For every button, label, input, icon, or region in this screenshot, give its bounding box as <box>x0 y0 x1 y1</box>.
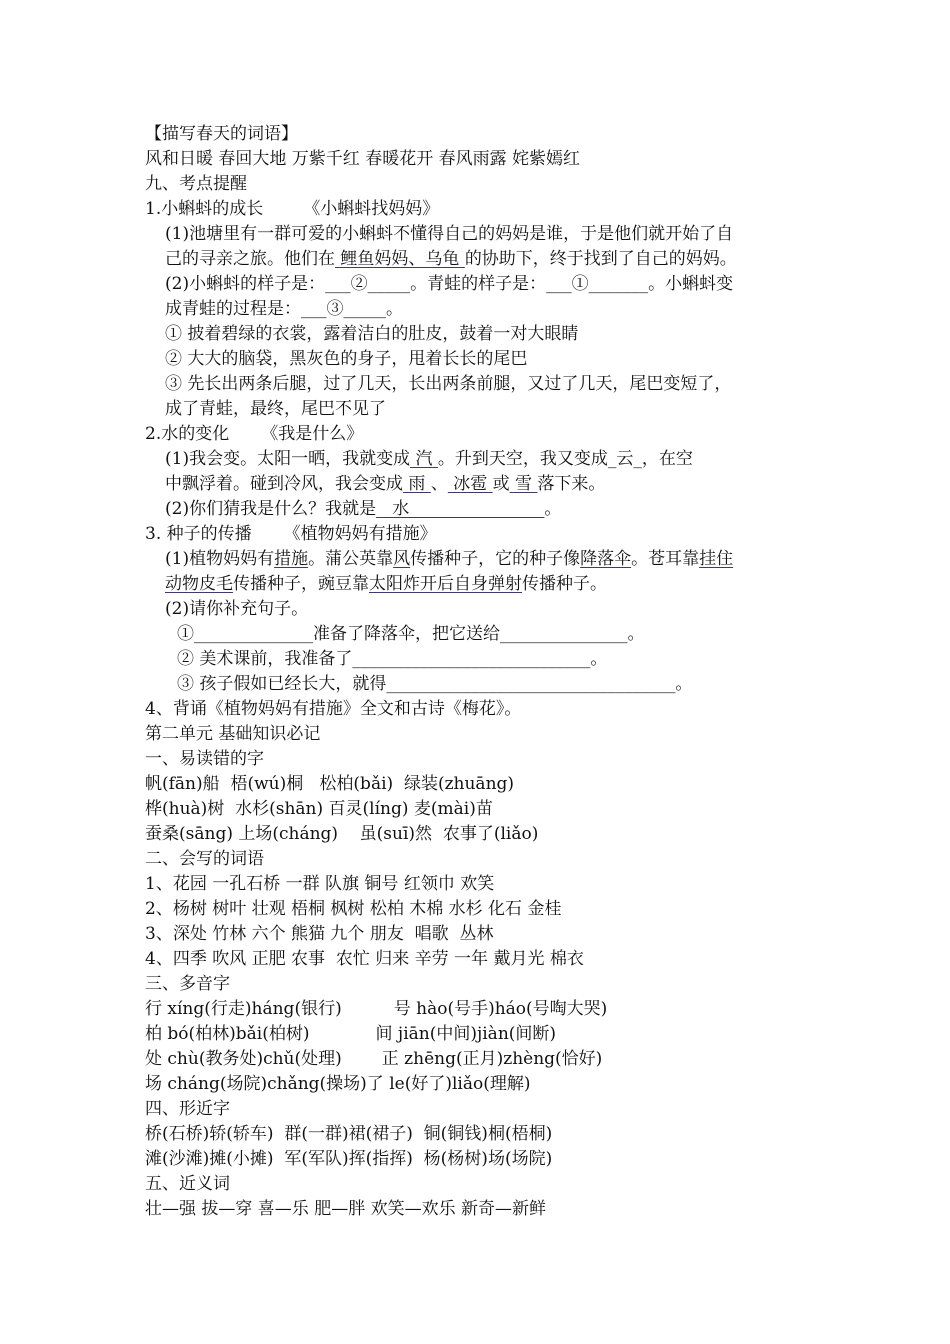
option-1: ① 披着碧绿的衣裳，露着洁白的肚皮，鼓着一对大眼睛 <box>165 324 579 344</box>
text: 传播种子，它的种子像 <box>410 549 581 569</box>
answer-fill: 汽 <box>410 449 438 469</box>
text: 号 hào(号手)háo(号啕大哭) <box>393 999 608 1019</box>
text: 、 <box>430 474 448 494</box>
answer-fill: 雨 <box>403 474 431 494</box>
unit-2-s2-line1: 1、花园 一孔石桥 一群 队旗 铜号 红领巾 欢笑 <box>145 874 495 894</box>
blank-fill: ______________ <box>194 624 313 644</box>
answer-fill: 鲤鱼妈妈、乌龟 <box>335 249 465 269</box>
text: 。苍耳靠 <box>631 549 700 569</box>
topic-2-p2 <box>165 497 561 521</box>
text: 准备了降落伞，把它送给 <box>313 624 500 644</box>
topic-3-p2: (2)请你补充句子。 <box>165 599 309 619</box>
section-9-heading: 九、考点提醒 <box>145 174 247 194</box>
topic-2-p1-line2 <box>165 472 605 496</box>
topic-1-title: 1.小蝌蚪的成长 <box>145 199 264 219</box>
spring-words-heading: 【描写春天的词语】 <box>145 124 298 144</box>
sentence-1 <box>177 622 645 646</box>
text: 。升到天空，我又变成 <box>437 449 608 469</box>
answer-fill: 降落伞 <box>580 549 632 569</box>
text: (2)你们猜我是什么？我就是 <box>165 499 377 519</box>
answer-fill: 措施 <box>274 549 309 569</box>
blank-fill: ___③_____ <box>301 299 386 319</box>
text: 。青蛙的样子是： <box>410 274 547 294</box>
blank-fill: ___①_______ <box>546 274 649 294</box>
blank-fill: __________________________________ <box>386 674 676 694</box>
unit-2-s3-line2 <box>145 1022 556 1046</box>
option-3-line2: 成了青蛙，最终，尾巴不见了 <box>165 399 386 419</box>
text: 柏 bó(柏林)bǎi(柏树) <box>145 1024 310 1044</box>
text: 成青蛙的过程是： <box>165 299 301 319</box>
answer-fill: _云_ <box>607 449 642 469</box>
answer-fill: 挂住 <box>699 549 734 569</box>
answer-fill: 动物皮毛 <box>165 574 233 594</box>
text: 处 chù(教务处)chǔ(处理) <box>145 1049 342 1069</box>
text: 中飘浮着。碰到冷风，我会变成 <box>165 474 403 494</box>
unit-2-s1-heading: 一、易读错的字 <box>145 749 264 769</box>
answer-fill: 雪 <box>509 474 538 494</box>
unit-2-s4-line1: 桥(石桥)轿(轿车) 群(一群)裙(裙子) 铜(铜钱)桐(梧桐) <box>145 1124 553 1144</box>
answer-fill: 冰雹 <box>447 474 493 494</box>
text: 。小蝌蚪变 <box>648 274 734 294</box>
blank-fill: _______________ <box>500 624 628 644</box>
sentence-3 <box>177 672 692 696</box>
option-2: ② 大大的脑袋，黑灰色的身子，甩着长长的尾巴 <box>165 349 528 369</box>
text: 传播种子。 <box>522 574 607 594</box>
topic-1-p1-line2 <box>165 247 737 271</box>
unit-2-s2-line4: 4、四季 吹风 正肥 农事 农忙 归来 辛劳 一年 戴月光 棉衣 <box>145 949 584 969</box>
topic-1-lesson: 《小蝌蚪找妈妈》 <box>303 199 440 219</box>
text: 的协助下，终于找到了自己的妈妈。 <box>464 249 737 269</box>
unit-2-s2-heading: 二、会写的词语 <box>145 849 264 869</box>
text: (2)小蝌蚪的样子是： <box>165 274 326 294</box>
text: 或 <box>492 474 510 494</box>
text: ③ 孩子假如已经长大，就得 <box>177 674 387 694</box>
blank-fill: ___②_____ <box>325 274 411 294</box>
text: 。 <box>675 674 693 694</box>
unit-2-s4-line2: 滩(沙滩)摊(小摊) 军(军队)挥(指挥) 杨(杨树)场(场院) <box>145 1149 553 1169</box>
text: (1)我会变。太阳一晒，我就变成 <box>165 449 411 469</box>
unit-2-s2-line3: 3、深处 竹林 六个 熊猫 九个 朋友 唱歌 丛林 <box>145 924 494 944</box>
text: 。 <box>544 499 562 519</box>
topic-4: 4、背诵《植物妈妈有措施》全文和古诗《梅花》。 <box>145 699 522 719</box>
text: (1)植物妈妈有 <box>165 549 275 569</box>
unit-2-s1-line1: 帆(fān)船 梧(wú)桐 松柏(bǎi) 绿装(zhuāng) <box>145 774 515 794</box>
unit-2-s1-line2: 桦(huà)树 水杉(shān) 百灵(líng) 麦(mài)苗 <box>145 799 493 819</box>
text: ② 美术课前，我准备了 <box>177 649 353 669</box>
text: 。蒲公英靠 <box>308 549 394 569</box>
topic-1-p2-line1 <box>165 272 733 296</box>
unit-2-s3-line3 <box>145 1047 602 1071</box>
unit-2-s5-line1: 壮—强 拔—穿 喜—乐 肥—胖 欢笑—欢乐 新奇—新鲜 <box>145 1199 547 1219</box>
text: 行 xíng(行走)háng(银行) <box>145 999 342 1019</box>
text: 。 <box>627 624 645 644</box>
topic-3-title-line <box>145 522 437 546</box>
text: 正 zhēng(正月)zhèng(恰好) <box>381 1049 603 1069</box>
topic-1-p1-line1: (1)池塘里有一群可爱的小蝌蚪不懂得自己的妈妈是谁，于是他们就开始了自 <box>165 224 734 244</box>
text: 。 <box>590 649 608 669</box>
blank-fill: ____________________________ <box>352 649 591 669</box>
unit-2-s3-heading: 三、多音字 <box>145 974 230 994</box>
spring-words-list: 风和日暖 春回大地 万紫千红 春暖花开 春风雨露 姹紫嫣红 <box>145 149 581 169</box>
answer-fill: 太阳炸开后自身弹射 <box>369 574 522 594</box>
topic-2-p1-line1 <box>165 447 693 471</box>
topic-2-lesson: 《我是什么》 <box>261 424 364 444</box>
text: 间 jiān(中间)jiàn(间断) <box>375 1024 557 1044</box>
topic-1-title-line <box>145 197 439 221</box>
text: 落下来。 <box>537 474 606 494</box>
unit-2-s4-heading: 四、形近字 <box>145 1099 230 1119</box>
text: 。 <box>386 299 403 319</box>
text: ，在空 <box>641 449 693 469</box>
topic-3-p1-line1 <box>165 547 733 571</box>
text: 己的寻亲之旅。他们在 <box>165 249 335 269</box>
topic-2-title-line <box>145 422 363 446</box>
unit-2-s3-line1 <box>145 997 607 1021</box>
unit-2-s2-line2: 2、杨树 树叶 壮观 梧桐 枫树 松柏 木棉 水杉 化石 金桂 <box>145 899 562 919</box>
topic-3-lesson: 《植物妈妈有措施》 <box>283 524 437 544</box>
answer-fill: 水 <box>376 499 545 519</box>
text: ① <box>177 624 194 644</box>
unit-2-s1-line3: 蚕桑(sāng) 上场(cháng) 虽(suī)然 农事了(liǎo) <box>145 824 539 844</box>
topic-2-title: 2.水的变化 <box>145 424 230 444</box>
answer-fill: 风 <box>393 549 411 569</box>
unit-2-s3-line4: 场 cháng(场院)chǎng(操场)了 le(好了)liǎo(理解) <box>145 1074 531 1094</box>
option-3-line1: ③ 先长出两条后腿，过了几天，长出两条前腿，又过了几天，尾巴变短了， <box>165 374 732 394</box>
sentence-2 <box>177 647 607 671</box>
unit-2-heading: 第二单元 基础知识必记 <box>145 724 321 744</box>
topic-3-title: 3. 种子的传播 <box>145 524 252 544</box>
topic-1-p2-line2 <box>165 297 403 321</box>
unit-2-s5-heading: 五、近义词 <box>145 1174 230 1194</box>
topic-3-p1-line2 <box>165 572 607 596</box>
text: 传播种子，豌豆靠 <box>233 574 369 594</box>
